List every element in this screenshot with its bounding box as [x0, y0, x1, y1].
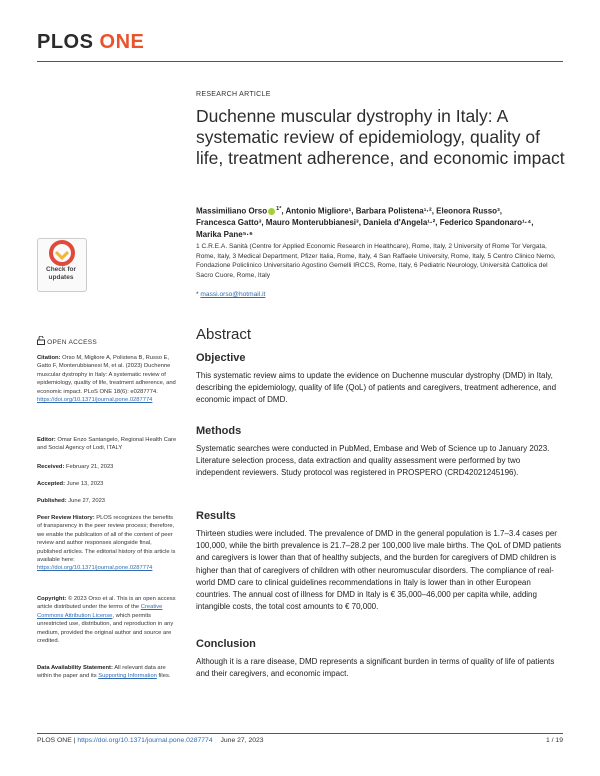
- methods-heading: Methods: [196, 425, 242, 437]
- citation-block: [37, 354, 177, 404]
- article-type: RESEARCH ARTICLE: [196, 91, 271, 98]
- results-heading: Results: [196, 510, 236, 522]
- page-footer: [37, 737, 264, 744]
- objective-heading: Objective: [196, 352, 246, 364]
- data-availability-block: [37, 664, 177, 681]
- logo-one: ONE: [99, 31, 145, 53]
- footer-date: June 27, 2023: [220, 737, 264, 744]
- author-first-sup: 1*: [276, 206, 282, 212]
- footer-journal: PLOS ONE: [37, 737, 72, 744]
- published-date: June 27, 2023: [68, 498, 106, 504]
- logo-plos: PLOS: [37, 31, 94, 53]
- authors-line3: Marika Pane⁵·⁶: [196, 229, 253, 239]
- header-divider: [37, 61, 563, 62]
- received-label: Received:: [37, 464, 65, 470]
- cc-license-link[interactable]: Creative Commons Attribution License: [37, 604, 163, 619]
- check-updates-icon: [38, 239, 86, 267]
- orcid-icon[interactable]: [268, 208, 275, 215]
- conclusion-text: Although it is a rare disease, DMD represents a significant burden in terms of quality of life of patients and their caregivers, and economic impact.: [196, 657, 555, 679]
- editor-label: Editor:: [37, 437, 56, 443]
- editor-block: [37, 436, 177, 453]
- corr-star: *: [196, 291, 201, 298]
- author-list: [196, 204, 566, 240]
- corr-email-link[interactable]: massi.orso@hotmail.it: [200, 291, 266, 298]
- results-text: Thirteen studies were included. The prevalence of DMD in the general population is 1.7–3.4 cases per 100,000, while the birth prevalence is 21.7–28.2 per 100,000 live male births. The QoL of DMD patients and caregivers is lower than that of healthy subjects, and the burden for caregivers of DMD children is higher than that of caregivers of children with other neuromuscular disorders. The compliance of real-world DMD care to clinical guidelines recommendations in Italy is lower than in other European countries. The annual cost of illness for DMD in Italy is € 35,000–46,000 per capita while, adding intangible costs, the total cost amounts to € 70,000.: [196, 529, 562, 612]
- affiliations: 1 C.R.E.A. Sanità (Centre for Applied Economic Research in Healthcare), Rome, Italy, 2 University of Rome Tor Vergata, Rome, Italy, 3 Medical Department, Pfizer Italia, Rome, Italy, 4 San Raffaele University, Rome, Italy, 5 Centro Clinico Nemo, Fondazione Policlinico Universitario Agostino Gemelli IRCCS, Rome, Italy, 6 Pediatric Neurology, Università Cattolica del Sacro Cuore, Rome, Italy: [196, 243, 556, 279]
- published-label: Published:: [37, 498, 67, 504]
- objective-text: This systematic review aims to update the evidence on Duchenne muscular dystrophy (DMD) in Italy, describing the epidemiology, quality of life (QoL) of patients and caregivers, treatment adherence, and economic impact of DMD.: [196, 371, 557, 405]
- peer-review-block: [37, 514, 177, 573]
- peer-review-text: PLOS recognizes the benefits of transparency in the peer review process; therefore, we enable the publication of all of the content of peer review and author responses alongside final, published articles. The editorial history of this article is available here:: [37, 515, 176, 564]
- copyright-block: [37, 595, 177, 645]
- authors-line1-rest: , Antonio Migliore¹, Barbara Polistena¹·², Eleonora Russo³,: [281, 206, 502, 216]
- page-number: 1 / 19: [545, 737, 563, 744]
- check-for-updates-label: [37, 266, 85, 282]
- open-access-label: OPEN ACCESS: [47, 339, 98, 346]
- journal-logo[interactable]: [37, 31, 144, 54]
- open-access: [37, 336, 97, 346]
- peer-review-link[interactable]: https://doi.org/10.1371/journal.pone.0287774: [37, 565, 153, 572]
- received-date: February 21, 2023: [66, 464, 114, 470]
- corresponding-author: [196, 291, 566, 298]
- abstract-heading: Abstract: [196, 326, 252, 343]
- peer-review-label: Peer Review History:: [37, 515, 95, 521]
- article-title: Duchenne muscular dystrophy in Italy: A systematic review of epidemiology, quality of life, treatment adherence, and economic impact: [196, 106, 565, 168]
- citation-label: Citation:: [37, 355, 61, 361]
- accepted-block: [37, 480, 177, 488]
- citation-doi-link[interactable]: https://doi.org/10.1371/journal.pone.0287774: [37, 397, 153, 404]
- editor-text: Omar Enzo Santangelo, Regional Health Care and Social Agency of Lodi, ITALY: [37, 437, 177, 452]
- footer-divider: [37, 733, 563, 734]
- copyright-text2: , which permits unrestricted use, distribution, and reproduction in any medium, provided the original author and source are credited.: [37, 612, 174, 645]
- received-block: [37, 463, 177, 471]
- conclusion-heading: Conclusion: [196, 638, 256, 650]
- accepted-date: June 13, 2023: [66, 481, 104, 487]
- check-for-updates-badge[interactable]: [37, 238, 87, 292]
- authors-line2: Francesca Gatto³, Mauro Monterubbianesi³, Daniela d'Angela¹·², Federico Spandonaro¹·⁴,: [196, 218, 534, 228]
- copyright-label: Copyright:: [37, 596, 67, 602]
- copyright-text1: © 2023 Orso et al. This is an open access article distributed under the terms of the: [37, 596, 176, 611]
- methods-text: Systematic searches were conducted in PubMed, Embase and Web of Science up to January 2023. Literature selection process, data extraction and quality assessment were performed by two independent reviewers. Study protocol was registered in PROSPERO (CRD42021245196).: [196, 444, 550, 478]
- footer-doi-link[interactable]: https://doi.org/10.1371/journal.pone.0287774: [77, 737, 213, 744]
- open-lock-icon: [37, 336, 45, 345]
- citation-text: Orso M, Migliore A, Polistena B, Russo E, Gatto F, Monterubbianesi M, et al. (2023) Duchenne muscular dystrophy in Italy: A systematic review of epidemiology, quality of life, treatment adherence, and economic impact. PLoS ONE 18(6): e0287774.: [37, 355, 176, 395]
- data-availability-text1: All relevant data are within the paper and its: [37, 665, 166, 680]
- data-availability-label: Data Availability Statement:: [37, 665, 113, 671]
- supporting-information-link[interactable]: Supporting Information: [98, 673, 157, 680]
- data-availability-text2: files.: [158, 673, 171, 680]
- accepted-label: Accepted:: [37, 481, 66, 487]
- published-block: [37, 497, 177, 505]
- badge-line1: Check for: [46, 266, 76, 273]
- badge-line2: updates: [48, 274, 74, 281]
- author-first[interactable]: Massimiliano Orso: [196, 206, 268, 216]
- footer-separator: |: [71, 737, 78, 744]
